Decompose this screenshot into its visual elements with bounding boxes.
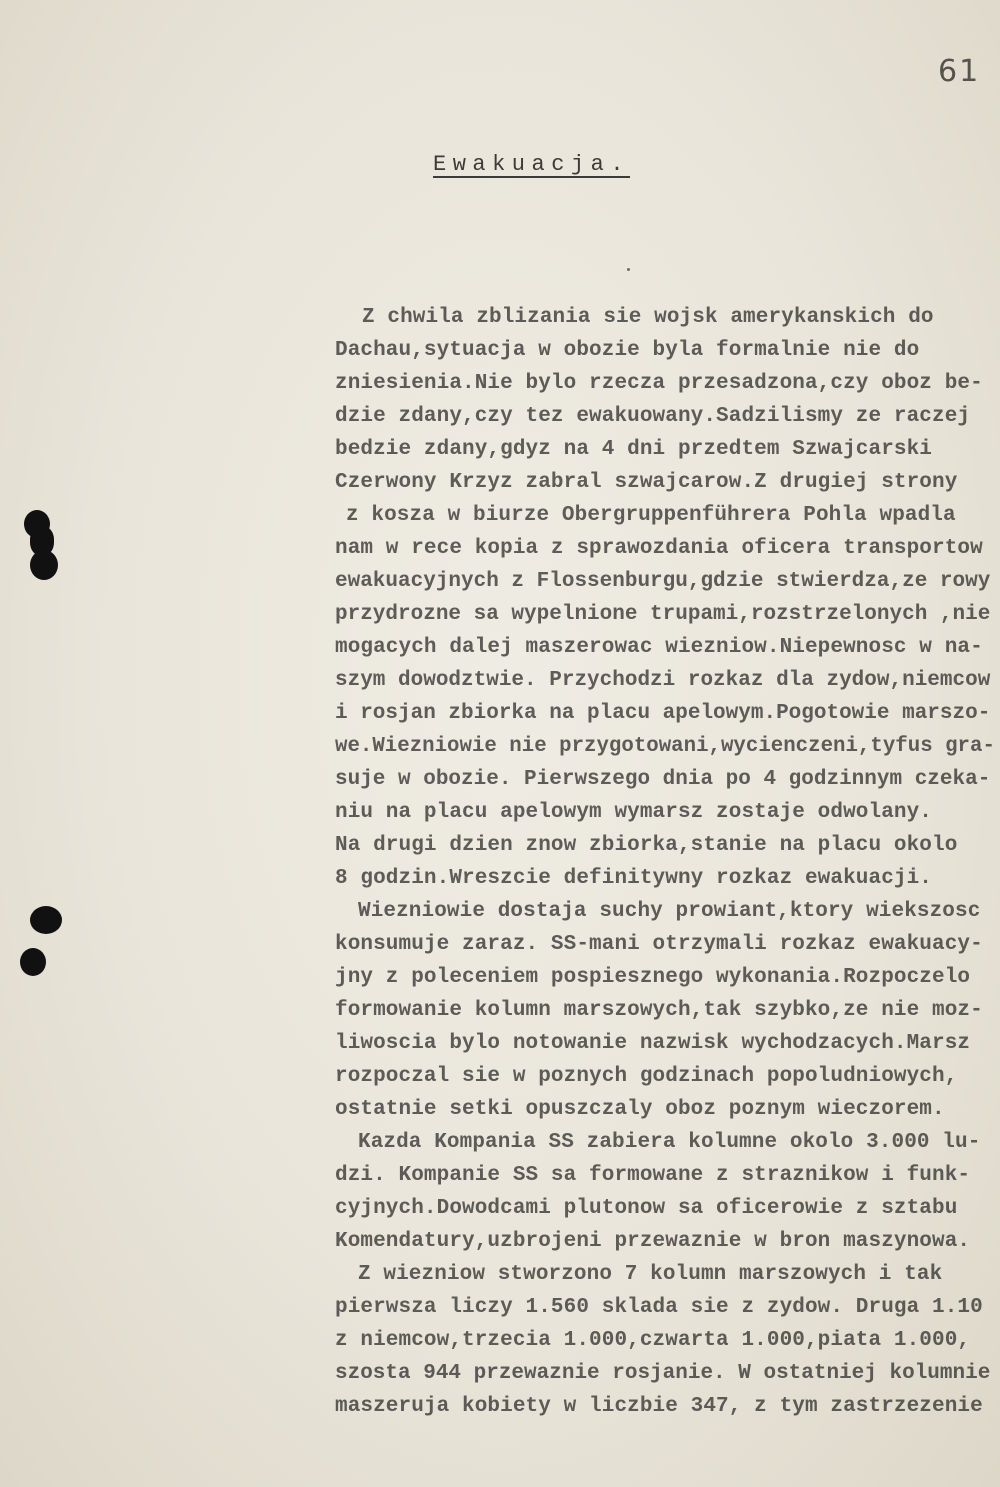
text-line: dzi. Kompanie SS sa formowane z straznikow i funk- bbox=[335, 1164, 971, 1187]
document-title: Ewakuacja. bbox=[433, 152, 631, 177]
text-line: dzie zdany,czy tez ewakuowany.Sadzilismy ze raczej bbox=[335, 405, 971, 428]
text-line: Na drugi dzien znow zbiorka,stanie na placu okolo bbox=[335, 834, 958, 857]
text-line: pierwsza liczy 1.560 sklada sie z zydow. Druga 1.10 bbox=[335, 1296, 983, 1319]
text-line: bedzie zdany,gdyz na 4 dni przedtem Szwajcarski bbox=[335, 438, 932, 461]
punch-hole bbox=[30, 906, 62, 934]
text-line: Kazda Kompania SS zabiera kolumne okolo 3.000 lu- bbox=[358, 1131, 981, 1154]
text-line: rozpoczal sie w poznych godzinach popoludniowych, bbox=[335, 1065, 958, 1088]
text-line: z kosza w biurze Obergruppenführera Pohla wpadla bbox=[346, 504, 956, 527]
text-line: maszeruja kobiety w liczbie 347, z tym zastrzezenie bbox=[335, 1395, 983, 1418]
text-line: konsumuje zaraz. SS-mani otrzymali rozkaz ewakuacy- bbox=[335, 933, 983, 956]
text-line: Dachau,sytuacja w obozie byla formalnie nie do bbox=[335, 339, 920, 362]
text-line: liwoscia bylo notowanie nazwisk wychodzacych.Marsz bbox=[335, 1032, 971, 1055]
text-line: Czerwony Krzyz zabral szwajcarow.Z drugiej strony bbox=[335, 471, 958, 494]
text-line: szym dowodztwie. Przychodzi rozkaz dla zydow,niemcow bbox=[335, 669, 991, 692]
text-line: Z wiezniow stworzono 7 kolumn marszowych i tak bbox=[358, 1263, 943, 1286]
text-line: ostatnie setki opuszczaly oboz poznym wieczorem. bbox=[335, 1098, 945, 1121]
text-line: ewakuacyjnych z Flossenburgu,gdzie stwierdza,ze rowy bbox=[335, 570, 991, 593]
text-line: z niemcow,trzecia 1.000,czwarta 1.000,piata 1.000, bbox=[335, 1329, 971, 1352]
page-number: 61 bbox=[938, 54, 981, 89]
text-line: suje w obozie. Pierwszego dnia po 4 godzinnym czeka- bbox=[335, 768, 991, 791]
text-line: formowanie kolumn marszowych,tak szybko,ze nie moz- bbox=[335, 999, 983, 1022]
text-line: szosta 944 przewaznie rosjanie. W ostatniej kolumnie bbox=[335, 1362, 991, 1385]
text-line: Komendatury,uzbrojeni przewaznie w bron maszynowa. bbox=[335, 1230, 971, 1253]
ink-dot bbox=[627, 268, 630, 271]
text-line: niu na placu apelowym wymarsz zostaje odwolany. bbox=[335, 801, 932, 824]
text-line: mogacych dalej maszerowac wiezniow.Niepewnosc w na- bbox=[335, 636, 983, 659]
text-line: Wiezniowie dostaja suchy prowiant,ktory wiekszosc bbox=[358, 900, 981, 923]
text-line: i rosjan zbiorka na placu apelowym.Pogotowie marszo- bbox=[335, 702, 991, 725]
text-line: zniesienia.Nie bylo rzecza przesadzona,czy oboz be- bbox=[335, 372, 983, 395]
text-line: nam w rece kopia z sprawozdania oficera transportow bbox=[335, 537, 983, 560]
punch-hole bbox=[20, 948, 46, 976]
punch-hole bbox=[30, 550, 58, 580]
text-line: cyjnych.Dowodcami plutonow sa oficerowie z sztabu bbox=[335, 1197, 958, 1220]
text-line: Z chwila zblizania sie wojsk amerykanskich do bbox=[362, 306, 934, 329]
text-line: przydrozne sa wypelnione trupami,rozstrzelonych ,nie bbox=[335, 603, 991, 626]
text-line: jny z poleceniem pospiesznego wykonania.Rozpoczelo bbox=[335, 966, 971, 989]
text-line: we.Wiezniowie nie przygotowani,wycienczeni,tyfus gra- bbox=[335, 735, 995, 758]
text-line: 8 godzin.Wreszcie definitywny rozkaz ewakuacji. bbox=[335, 867, 932, 890]
